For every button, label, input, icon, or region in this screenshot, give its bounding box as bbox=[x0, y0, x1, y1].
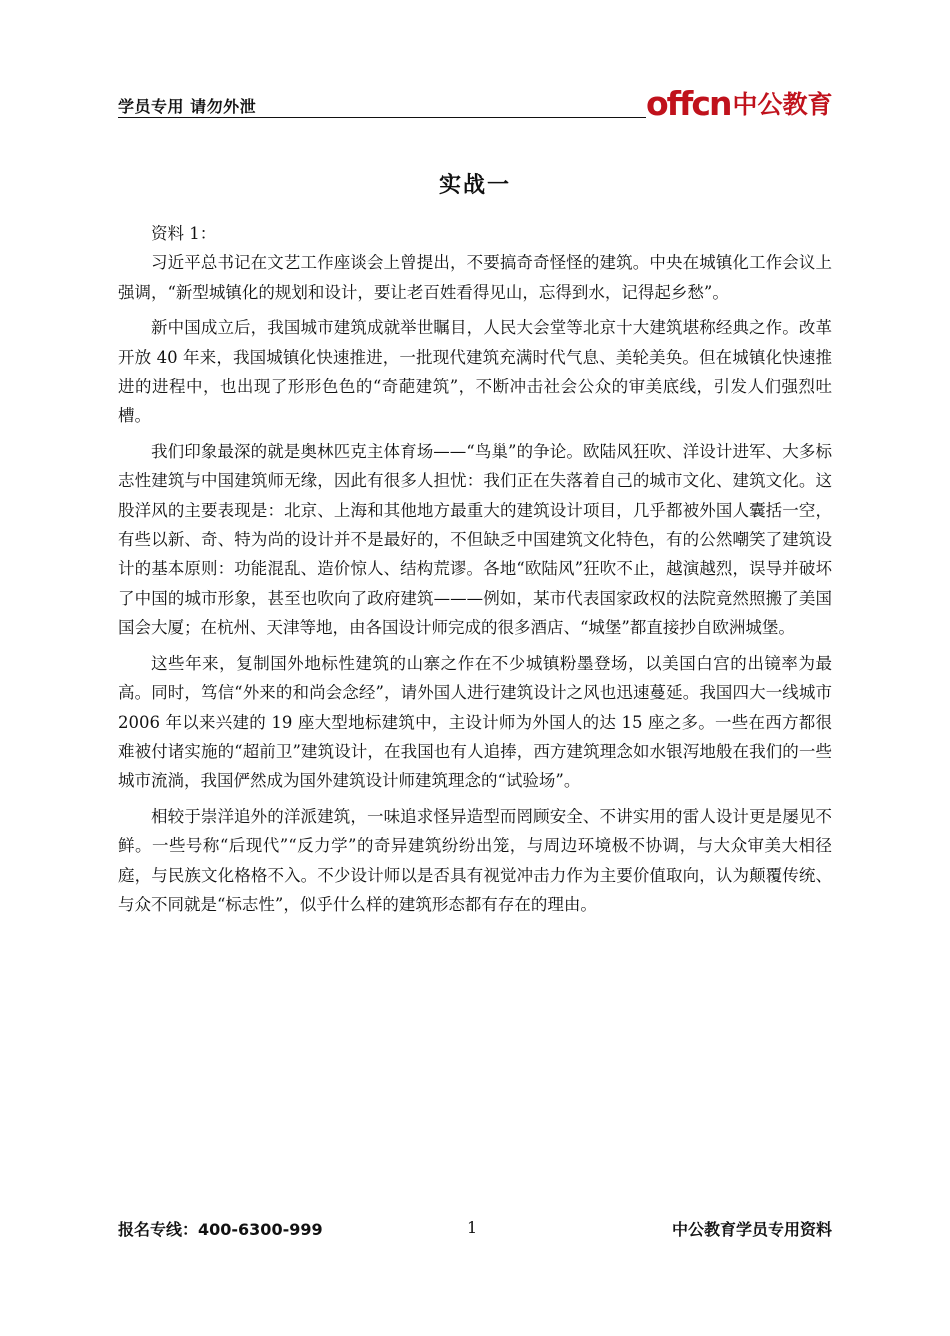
paragraph: 习近平总书记在文艺工作座谈会上曾提出，不要搞奇奇怪怪的建筑。中央在城镇化工作会议上强调，“新型城镇化的规划和设计，要让老百姓看得见山，忘得到水，记得起乡愁”。 bbox=[118, 253, 832, 302]
paragraph: 新中国成立后，我国城市建筑成就举世瞩目，人民大会堂等北京十大建筑堪称经典之作。改革开放 40 年来，我国城镇化快速推进，一批现代建筑充满时代气息、美轮美奂。但在城镇化快速推进的进程中，也出现了形形色色的“奇葩建筑”，不断冲击社会公众的审美底线，引发人们强烈吐槽。 bbox=[118, 318, 832, 426]
paragraph: 我们印象最深的就是奥林匹克主体育场——“鸟巢”的争论。欧陆风狂吹、洋设计进军、大多标志性建筑与中国建筑师无缘，因此有很多人担忧：我们正在失落着自己的城市文化、建筑文化。这股洋风的主要表现是：北京、上海和其他地方最重大的建筑设计项目，几乎都被外国人囊括一空，有些以新、奇、特为尚的设计并不是最好的，不但缺乏中国建筑文化特色，有的公然嘲笑了建筑设计的基本原则：功能混乱、造价惊人、结构荒谬。各地“欧陆风”狂吹不止，越演越烈，误导并破坏了中国的城市形象，甚至也吹向了政府建筑———例如，某市代表国家政权的法院竟然照搬了美国国会大厦；在杭州、天津等地，由各国设计师完成的很多酒店、“城堡”都直接抄自欧洲城堡。 bbox=[118, 441, 832, 638]
logo-chinese-text: 中公教育 bbox=[732, 90, 833, 119]
page-title: 实战一 bbox=[438, 173, 511, 198]
paragraph: 这些年来，复制国外地标性建筑的山寨之作在不少城镇粉墨登场，以美国白宫的出镜率为最高。同时，笃信“外来的和尚会念经”，请外国人进行建筑设计之风也迅速蔓延。我国四大一线城市 2006 年以来兴建的 19 座大型地标建筑中，主设计师为外国人的达 15 座之多。一些在西方都很难被付诸实施的“超前卫”建筑设计，在我国也有人追捧，西方建筑理念如水银泻地般在我们的一些城市流淌，我国俨然成为国外建筑设计师建筑理念的“试验场”。 bbox=[118, 653, 832, 791]
paragraph: 相较于崇洋追外的洋派建筑，一味追求怪异造型而罔顾安全、不讲实用的雷人设计更是屡见不鲜。一些号称“后现代”“反力学”的奇异建筑纷纷出笼，与周边环境极不协调，与大众审美大相径庭，与民族文化格格不入。不少设计师以是否具有视觉冲击力作为主要价值取向，认为颠覆传统、与众不同就是“标志性”，似乎什么样的建筑形态都有存在的理由。 bbox=[118, 806, 832, 914]
page-number: 1 bbox=[467, 1218, 478, 1237]
material-label: 资料 1： bbox=[151, 224, 217, 243]
header-divider bbox=[118, 117, 646, 118]
footer-hotline: 报名专线：400-6300-999 bbox=[118, 1220, 323, 1239]
document-body bbox=[118, 219, 832, 919]
offcn-logo bbox=[646, 84, 833, 123]
header-notice: 学员专用 请勿外泄 bbox=[118, 97, 257, 116]
logo-latin-text: offcn bbox=[646, 84, 731, 123]
footer-label: 中公教育学员专用资料 bbox=[671, 1220, 832, 1239]
